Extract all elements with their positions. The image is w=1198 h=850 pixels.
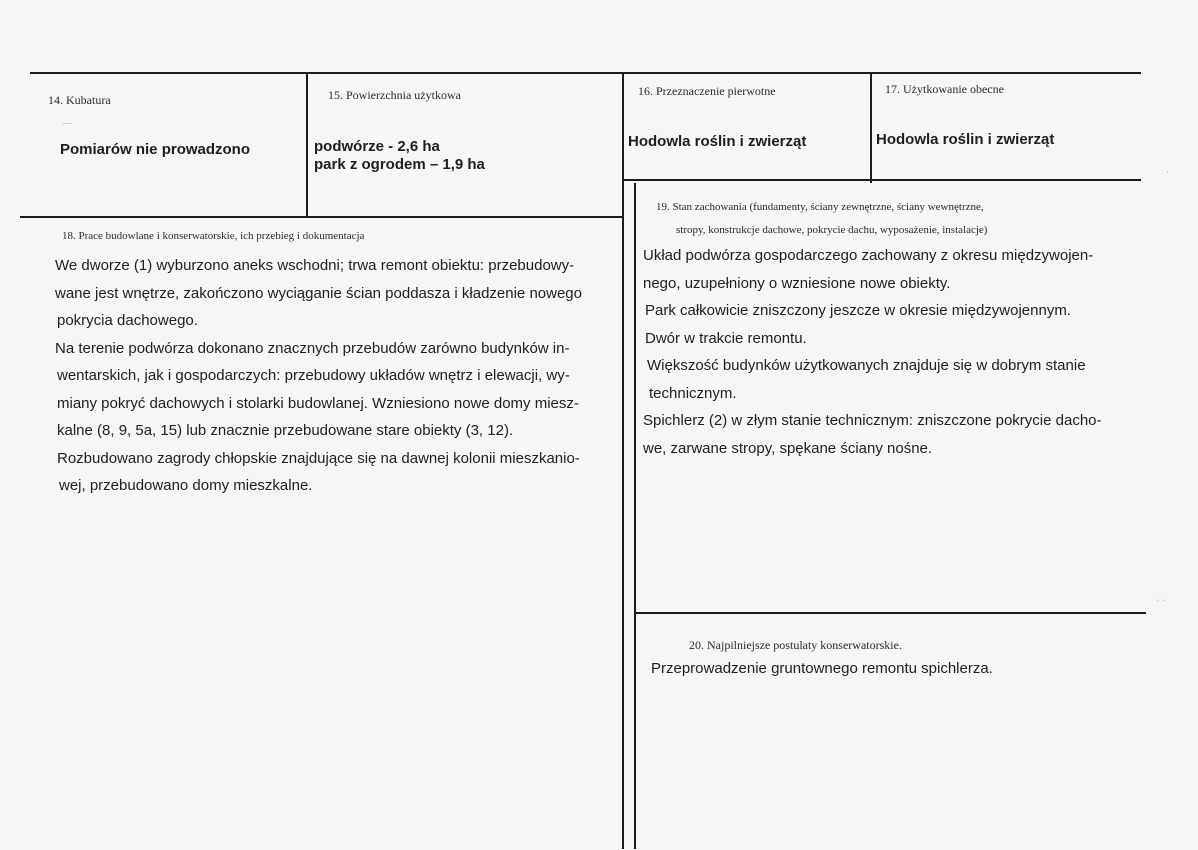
- text-line: Większość budynków użytkowanych znajduje się w dobrym stanie: [647, 357, 1086, 374]
- text-line: Na terenie podwórza dokonano znacznych przebudów zarówno budynków in-: [55, 339, 570, 357]
- field-16-value: Hodowla roślin i zwierząt: [628, 133, 807, 150]
- text-line: Park całkowicie zniszczony jeszcze w okresie międzywojennym.: [645, 302, 1071, 319]
- text-line: Rozbudowano zagrody chłopskie znajdujące się na dawnej kolonii mieszkanio-: [57, 449, 580, 467]
- text-line: Spichlerz (2) w złym stanie technicznym: zniszczone pokrycie dacho-: [643, 412, 1102, 429]
- field-17-label: 17. Użytkowanie obecne: [885, 82, 1004, 96]
- field-15-value-2: park z ogrodem – 1,9 ha: [314, 156, 485, 173]
- text-line: wej, przebudowano domy mieszkalne.: [59, 477, 313, 494]
- field-17-value: Hodowla roślin i zwierząt: [876, 131, 1055, 148]
- text-line: miany pokryć dachowych i stolarki budowlanej. Wzniesiono nowe domy miesz-: [57, 394, 579, 412]
- scan-mark: ·: [1166, 168, 1170, 179]
- text-line: We dworze (1) wyburzono aneks wschodni; trwa remont obiektu: przebudowy-: [55, 257, 575, 274]
- field-16-label: 16. Przeznaczenie pierwotne: [638, 84, 776, 98]
- label-line: stropy, konstrukcje dachowe, pokrycie dachu, wyposażenie, instalacje): [676, 224, 988, 236]
- field-19-label: [656, 196, 987, 242]
- header-divider-14-15: [306, 73, 308, 217]
- header-divider-16-17: [870, 73, 872, 183]
- field-15-label: 15. Powierzchnia użytkowa: [328, 88, 461, 102]
- field-18-label: 18. Prace budowlane i konserwatorskie, ich przebieg i dokumentacja: [62, 230, 365, 242]
- field-18-text: [55, 252, 582, 500]
- text-line: wentarskich, jak i gospodarczych: przebudowy układów wnętrz i elewacji, wy-: [57, 367, 570, 384]
- rule-under-16-17: [622, 179, 1141, 181]
- field-14-value: Pomiarów nie prowadzono: [60, 141, 251, 158]
- rule-under-14-15: [20, 216, 624, 218]
- field-20-value: Przeprowadzenie gruntownego remontu spichlerza.: [651, 660, 993, 677]
- scan-mark: —: [62, 118, 72, 129]
- field-19-text: [643, 242, 1102, 462]
- text-line: pokrycia dachowego.: [57, 312, 198, 329]
- label-line: 19. Stan zachowania (fundamenty, ściany zewnętrzne, ściany wewnętrzne,: [656, 201, 984, 213]
- field-15-value-1: podwórze - 2,6 ha: [314, 138, 440, 155]
- field-20-label: 20. Najpilniejsze postulaty konserwatorskie.: [689, 638, 902, 652]
- text-line: nego, uzupełniony o wzniesione nowe obiekty.: [643, 274, 951, 292]
- text-line: technicznym.: [649, 384, 737, 402]
- header-divider-15-16: [622, 73, 624, 849]
- top-rule: [30, 72, 1141, 74]
- text-line: wane jest wnętrze, zakończono wyciąganie ścian poddasza i kładzenie nowego: [55, 284, 582, 302]
- text-line: kalne (8, 9, 5a, 15) lub znacznie przebudowane stare obiekty (3, 12).: [57, 422, 514, 439]
- rule-above-20: [634, 612, 1146, 614]
- text-line: Układ podwórza gospodarczego zachowany z okresu międzywojen-: [643, 247, 1094, 264]
- field-14-label: 14. Kubatura: [48, 93, 111, 107]
- column-20-left-rule: [634, 183, 636, 849]
- text-line: we, zarwane stropy, spękane ściany nośne.: [643, 439, 933, 457]
- scan-mark: · ·: [1156, 596, 1166, 607]
- text-line: Dwór w trakcie remontu.: [645, 329, 807, 347]
